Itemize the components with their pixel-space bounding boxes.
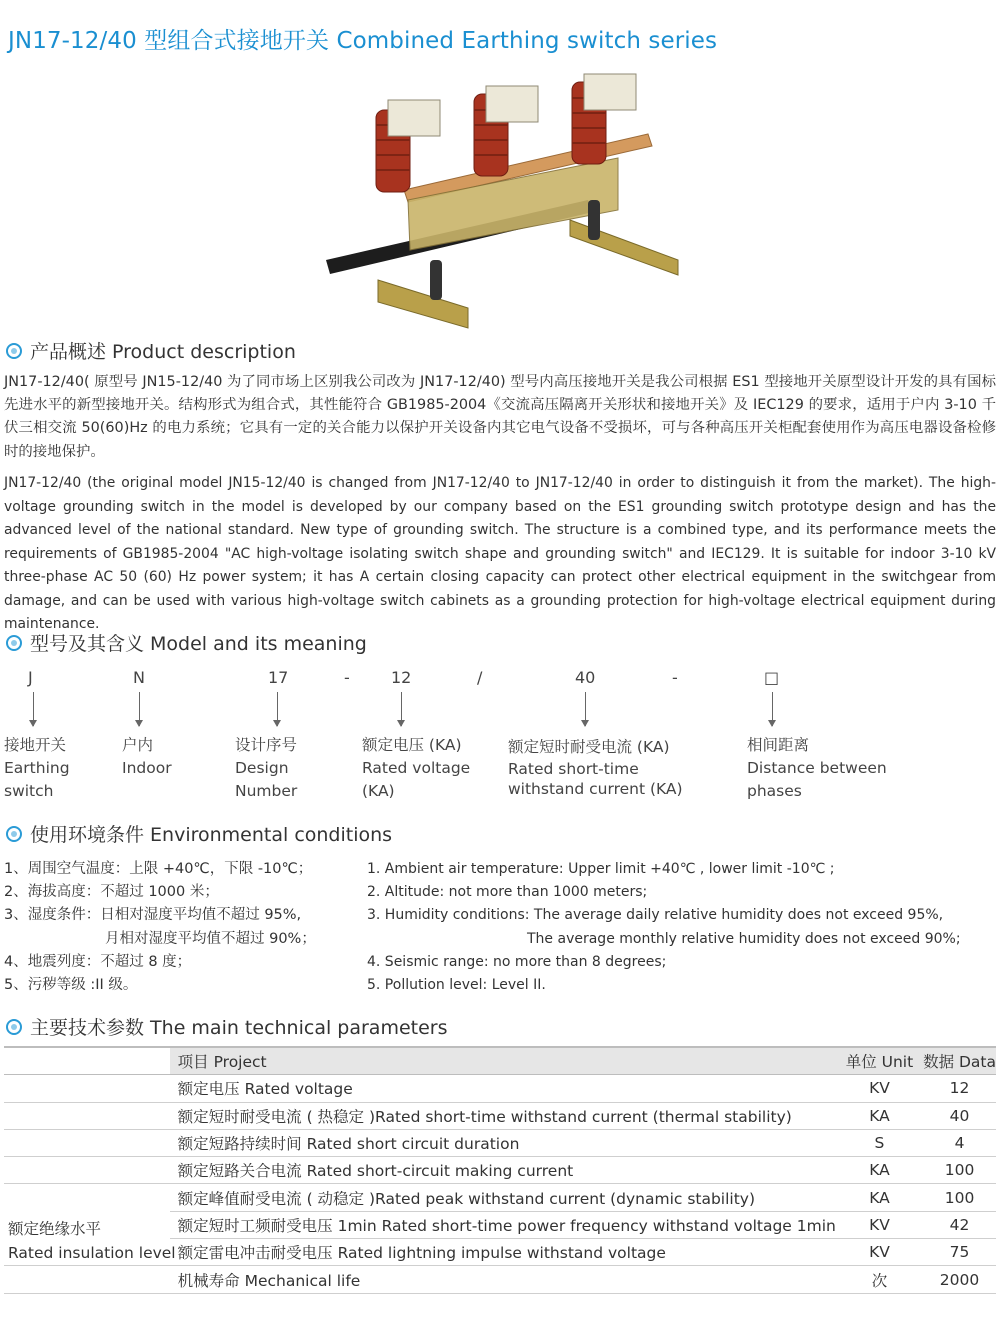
table-row: 额定短时耐受电流 ( 热稳定 )Rated short-time withstand current (thermal stability) KA 40 xyxy=(4,1102,996,1129)
bullet-circle-icon xyxy=(6,1019,22,1035)
model-meaning: 额定短时耐受电流 (KA) Rated short-time withstand current (KA) xyxy=(508,738,683,798)
header-unit: 单位 Unit xyxy=(836,1048,923,1075)
model-code: N xyxy=(133,668,145,687)
model-code-separator: - xyxy=(344,668,350,687)
down-arrow-icon xyxy=(401,692,402,726)
down-arrow-icon xyxy=(33,692,34,726)
description-en: JN17-12/40 (the original model JN15-12/40 is changed from JN17-12/40 to JN17-12/40 in order to distinguish it from the market). The high-voltage grounding switch in the model is developed by our company based on the ES1 grounding switch prototype design and has the advanced level of the national standard. New type of grounding switch. The structure is a combined type, and its performance meets the requirements of GB1985-2004 "AC high-voltage isolating switch shape and grounding switch" and IEC129. It is suitable for indoor 3-10 kV three-phase AC 50 (60) Hz power system; it has A certain closing capacity can protect other electrical equipment in the switchgear from damage, and can be used with various high-voltage switch cabinets as a grounding protection for high-voltage electrical equipment during maintenance. xyxy=(4,475,996,632)
model-meaning: 户内 Indoor xyxy=(122,736,172,777)
bullet-circle-icon xyxy=(6,635,22,651)
model-code: □ xyxy=(764,668,780,687)
section-description-heading: 产品概述 Product description xyxy=(6,337,296,364)
product-photo xyxy=(318,70,690,336)
model-code-separator: - xyxy=(672,668,678,687)
model-code: J xyxy=(28,668,33,687)
model-code: 17 xyxy=(268,668,289,687)
table-row: 额定峰值耐受电流 ( 动稳定 )Rated peak withstand current (dynamic stability) KA 100 xyxy=(4,1184,996,1211)
header-project: 项目 Project xyxy=(170,1048,836,1075)
down-arrow-icon xyxy=(139,692,140,726)
env-cn-list: 1、周围空气温度：上限 +40℃，下限 -10℃； 2、海拔高度：不超过 1000 米； 3、湿度条件：日相对湿度平均值不超过 95%, 月相对湿度平均值不超过 90%； 4、地震列度：不超过 8 度； 5、污秽等级 :II 级。 xyxy=(4,861,316,994)
table-row: 额定短时工频耐受电压 1min Rated short-time power frequency withstand voltage 1min KV 42 xyxy=(4,1211,996,1238)
insulation-group-label: 额定绝缘水平 Rated insulation level xyxy=(8,1220,176,1262)
down-arrow-icon xyxy=(277,692,278,726)
model-code: 40 xyxy=(575,668,596,687)
env-en-list: 1. Ambient air temperature: Upper limit +40℃ , lower limit -10℃ ; 2. Altitude: not more than 1000 meters; 3. Humidity conditions: The average daily relative humidity does not exceed 95%, The average monthly relative humidity does not exceed 90%; 4. Seismic range: no more than 8 degrees; 5. Pollution level: Level II. xyxy=(367,861,961,994)
bullet-circle-icon xyxy=(6,343,22,359)
table-header-row xyxy=(4,1048,996,1075)
section-model-heading: 型号及其含义 Model and its meaning xyxy=(6,629,367,656)
model-meaning: 额定电压 (KA) Rated voltage (KA) xyxy=(362,736,471,800)
model-code: 12 xyxy=(391,668,412,687)
section-parameters-heading: 主要技术参数 The main technical parameters xyxy=(6,1013,448,1040)
table-row: 额定短路持续时间 Rated short circuit duration S 4 xyxy=(4,1129,996,1156)
table-row: 机械寿命 Mechanical life 次 2000 xyxy=(4,1266,996,1293)
header-data: 数据 Data xyxy=(923,1048,996,1075)
model-code-separator: / xyxy=(477,668,483,687)
bullet-circle-icon xyxy=(6,826,22,842)
description-cn: JN17-12/40( 原型号 JN15-12/40 为了同市场上区别我公司改为 JN17-12/40) 型号内高压接地开关是我公司根据 ES1 型接地开关原型设计开发的具有国标先进水平的新型接地开关。结构形式为组合式，其性能符合 GB1985-2004《交流高压隔离开关形状和接地开关》及 IEC129 的要求，适用于户内 3-10 千伏三相交流 50(60)Hz 的电力系统；它具有一定的关合能力以保护开关设备内其它电气设备不受损坏，可与各种高压开关柜配套使用作为高压电器设备检修时的接地保护。 xyxy=(4,374,996,460)
down-arrow-icon xyxy=(585,692,586,726)
table-row: 额定雷电冲击耐受电压 Rated lightning impulse withstand voltage KV 75 xyxy=(4,1239,996,1266)
down-arrow-icon xyxy=(772,692,773,726)
page-title: JN17-12/40 型组合式接地开关 Combined Earthing switch series xyxy=(8,28,718,54)
table-row: 额定电压 Rated voltage KV 12 xyxy=(4,1075,996,1102)
model-meaning: 设计序号 Design Number xyxy=(235,736,298,800)
table-row: 额定短路关合电流 Rated short-circuit making current KA 100 xyxy=(4,1157,996,1184)
model-meaning: 相间距离 Distance between phases xyxy=(747,736,887,800)
section-environment-heading: 使用环境条件 Environmental conditions xyxy=(6,820,392,847)
model-meaning: 接地开关 Earthing switch xyxy=(4,736,70,800)
